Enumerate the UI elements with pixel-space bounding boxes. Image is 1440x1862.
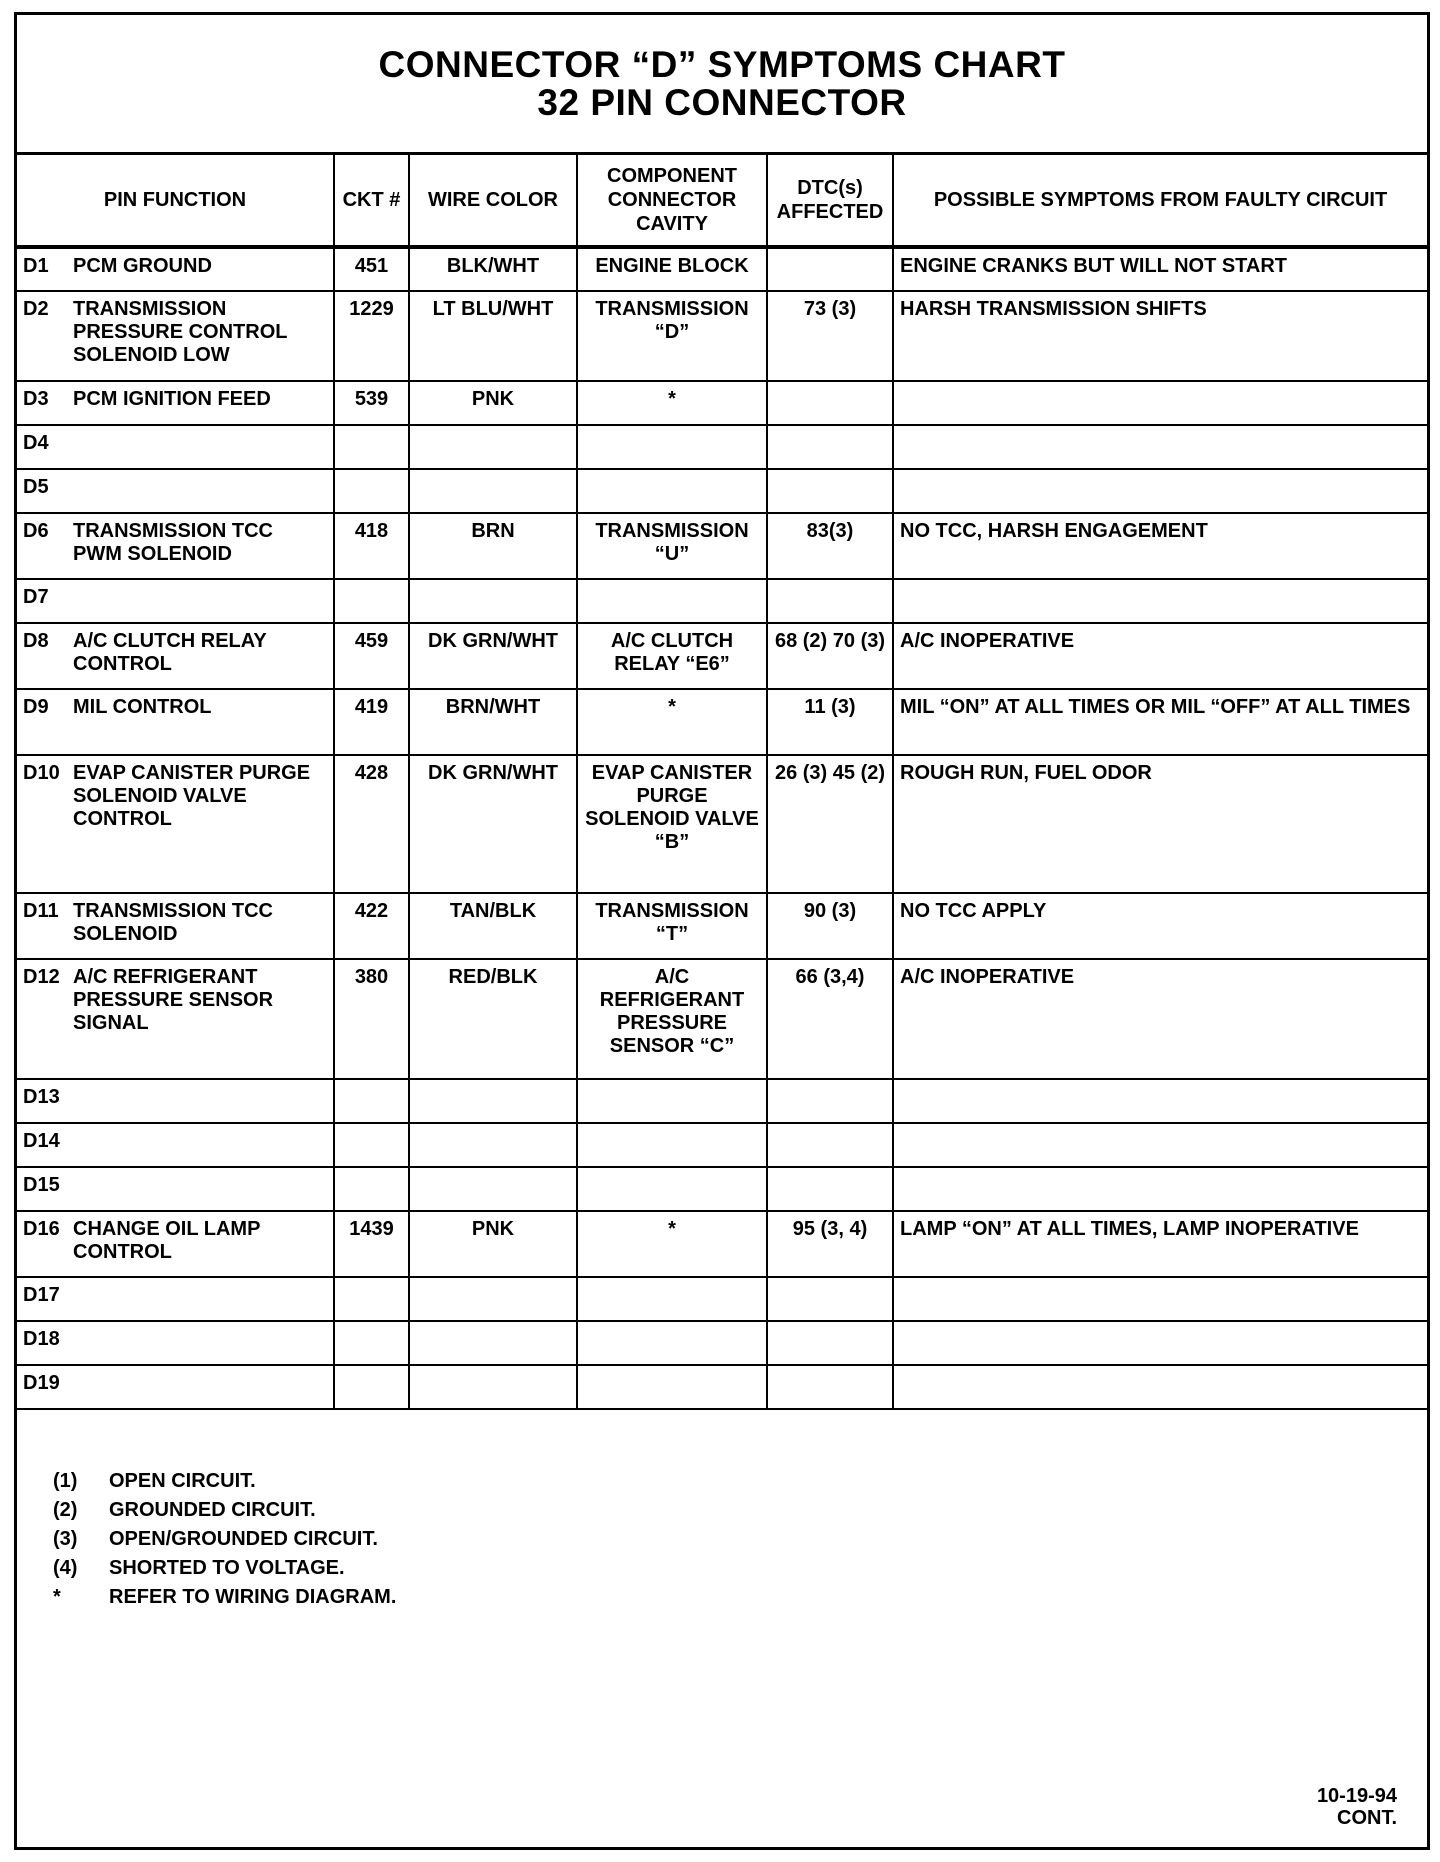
ckt-cell: 422 (334, 893, 409, 959)
pin-id: D7 (23, 586, 49, 608)
wire-color-cell: RED/BLK (409, 959, 577, 1079)
footnote-text: REFER TO WIRING DIAGRAM. (109, 1586, 397, 1608)
pin-id: D15 (23, 1174, 60, 1196)
wire-color-cell (409, 1123, 577, 1167)
pin-function-cell (17, 1211, 334, 1277)
cavity-cell: TRANSMISSION “T” (577, 893, 767, 959)
pin-id: D14 (23, 1130, 60, 1152)
dtc-cell (767, 1277, 893, 1321)
footnote-key: * (53, 1586, 61, 1608)
footnote-key: (2) (53, 1499, 78, 1521)
chart-title-line2: 32 PIN CONNECTOR (537, 81, 907, 123)
wire-color-cell (409, 1167, 577, 1211)
ckt-cell (334, 469, 409, 513)
header-pin-function: PIN FUNCTION (17, 155, 334, 247)
table-row (17, 1211, 1427, 1277)
wire-color-cell (409, 1321, 577, 1365)
ckt-cell (334, 1277, 409, 1321)
dtc-cell (767, 1167, 893, 1211)
cavity-cell (577, 1079, 767, 1123)
pin-id: D11 (23, 900, 59, 922)
pin-function-cell (17, 1123, 334, 1167)
ckt-cell: 419 (334, 689, 409, 755)
pin-function: EVAP CANISTER PURGE SOLENOID VALVE CONTROL (73, 762, 311, 830)
dtc-cell: 66 (3,4) (767, 959, 893, 1079)
table-row (17, 959, 1427, 1079)
symptom-cell: LAMP “ON” AT ALL TIMES, LAMP INOPERATIVE (893, 1211, 1427, 1277)
pin-function: TRANSMISSION PRESSURE CONTROL SOLENOID LOW (73, 298, 288, 366)
wire-color-cell: BRN (409, 513, 577, 579)
pin-id: D12 (23, 966, 60, 988)
table-row (17, 425, 1427, 469)
symptom-cell (893, 469, 1427, 513)
pin-function-cell (17, 579, 334, 623)
footnote-text: OPEN CIRCUIT. (109, 1470, 256, 1492)
dtc-cell: 83(3) (767, 513, 893, 579)
table-row (17, 469, 1427, 513)
ckt-cell: 539 (334, 381, 409, 425)
pin-function-cell (17, 755, 334, 893)
symptom-cell: ENGINE CRANKS BUT WILL NOT START (893, 247, 1427, 291)
wire-color-cell: DK GRN/WHT (409, 623, 577, 689)
pin-function-cell (17, 623, 334, 689)
dtc-cell (767, 425, 893, 469)
header-ckt: CKT # (334, 155, 409, 247)
dtc-cell (767, 1321, 893, 1365)
footnotes (53, 1467, 396, 1612)
dtc-cell (767, 1365, 893, 1409)
dtc-cell (767, 1123, 893, 1167)
pin-function-cell (17, 381, 334, 425)
pin-id: D18 (23, 1328, 60, 1350)
pin-function-cell (17, 1277, 334, 1321)
symptom-cell (893, 1321, 1427, 1365)
dtc-cell (767, 579, 893, 623)
cavity-cell: ENGINE BLOCK (577, 247, 767, 291)
dtc-cell: 73 (3) (767, 291, 893, 381)
table-row (17, 689, 1427, 755)
cavity-cell: * (577, 381, 767, 425)
wire-color-cell: BRN/WHT (409, 689, 577, 755)
symptom-cell (893, 425, 1427, 469)
ckt-cell (334, 1079, 409, 1123)
symptom-cell: HARSH TRANSMISSION SHIFTS (893, 291, 1427, 381)
symptom-cell: A/C INOPERATIVE (893, 959, 1427, 1079)
dtc-cell: 26 (3) 45 (2) (767, 755, 893, 893)
footnote-text: SHORTED TO VOLTAGE. (109, 1557, 345, 1579)
table-row (17, 579, 1427, 623)
wire-color-cell (409, 579, 577, 623)
pin-function-cell (17, 291, 334, 381)
symptom-cell: NO TCC, HARSH ENGAGEMENT (893, 513, 1427, 579)
date-code-cont: CONT. (1337, 1807, 1397, 1829)
wire-color-cell: DK GRN/WHT (409, 755, 577, 893)
pin-id: D8 (23, 630, 49, 652)
dtc-cell: 11 (3) (767, 689, 893, 755)
chart-title (17, 15, 1427, 155)
wire-color-cell: BLK/WHT (409, 247, 577, 291)
pin-id: D4 (23, 432, 49, 454)
header-wire-color: WIRE COLOR (409, 155, 577, 247)
table-row (17, 1079, 1427, 1123)
pin-function-cell (17, 425, 334, 469)
symptom-cell: MIL “ON” AT ALL TIMES OR MIL “OFF” AT ALL TIMES (893, 689, 1427, 755)
pin-function-cell (17, 247, 334, 291)
date-code-date: 10-19-94 (1316, 1785, 1397, 1807)
table-row (17, 291, 1427, 381)
pin-function: TRANSMISSION TCC PWM SOLENOID (73, 520, 273, 565)
ckt-cell: 1229 (334, 291, 409, 381)
cavity-cell (577, 1321, 767, 1365)
pin-function-cell (17, 513, 334, 579)
table-row (17, 247, 1427, 291)
table-header-row (17, 155, 1427, 247)
symptom-cell: NO TCC APPLY (893, 893, 1427, 959)
cavity-cell (577, 1365, 767, 1409)
header-symptoms: POSSIBLE SYMPTOMS FROM FAULTY CIRCUIT (893, 155, 1427, 247)
wire-color-cell (409, 1079, 577, 1123)
footnote (53, 1583, 396, 1612)
pin-function: A/C CLUTCH RELAY CONTROL (73, 630, 267, 675)
wire-color-cell: PNK (409, 1211, 577, 1277)
symptom-cell (893, 1167, 1427, 1211)
pin-function-cell (17, 689, 334, 755)
pin-id: D1 (23, 255, 49, 277)
ckt-cell: 380 (334, 959, 409, 1079)
wire-color-cell: PNK (409, 381, 577, 425)
dtc-cell (767, 247, 893, 291)
pin-id: D2 (23, 298, 49, 320)
ckt-cell: 459 (334, 623, 409, 689)
pin-id: D16 (23, 1218, 60, 1240)
footnote-text: OPEN/GROUNDED CIRCUIT. (109, 1528, 378, 1550)
ckt-cell: 1439 (334, 1211, 409, 1277)
ckt-cell (334, 425, 409, 469)
wire-color-cell (409, 469, 577, 513)
symptoms-table (17, 155, 1427, 1410)
dtc-cell: 68 (2) 70 (3) (767, 623, 893, 689)
wire-color-cell (409, 1365, 577, 1409)
ckt-cell (334, 579, 409, 623)
symptom-cell (893, 1365, 1427, 1409)
table-row (17, 1365, 1427, 1409)
symptom-cell (893, 1277, 1427, 1321)
symptom-cell (893, 1079, 1427, 1123)
pin-id: D10 (23, 762, 60, 784)
symptom-cell: ROUGH RUN, FUEL ODOR (893, 755, 1427, 893)
table-row (17, 513, 1427, 579)
pin-function-cell (17, 1079, 334, 1123)
table-row (17, 1123, 1427, 1167)
header-dtc: DTC(s) AFFECTED (767, 155, 893, 247)
pin-id: D19 (23, 1372, 60, 1394)
cavity-cell: A/C REFRIGERANT PRESSURE SENSOR “C” (577, 959, 767, 1079)
footnote (53, 1525, 396, 1554)
footnote (53, 1467, 396, 1496)
footnote-key: (3) (53, 1528, 78, 1550)
pin-function-cell (17, 469, 334, 513)
cavity-cell (577, 425, 767, 469)
wire-color-cell: TAN/BLK (409, 893, 577, 959)
footnote-key: (1) (53, 1470, 78, 1492)
pin-id: D3 (23, 388, 49, 410)
cavity-cell: EVAP CANISTER PURGE SOLENOID VALVE “B” (577, 755, 767, 893)
pin-function-cell (17, 1365, 334, 1409)
ckt-cell (334, 1365, 409, 1409)
pin-function: A/C REFRIGERANT PRESSURE SENSOR SIGNAL (73, 966, 274, 1034)
wire-color-cell (409, 425, 577, 469)
cavity-cell: A/C CLUTCH RELAY “E6” (577, 623, 767, 689)
symptoms-chart-sheet (14, 12, 1430, 1850)
date-code (1317, 1785, 1397, 1829)
pin-function-cell (17, 959, 334, 1079)
cavity-cell: TRANSMISSION “D” (577, 291, 767, 381)
pin-id: D9 (23, 696, 49, 718)
wire-color-cell (409, 1277, 577, 1321)
dtc-cell: 90 (3) (767, 893, 893, 959)
pin-id: D13 (23, 1086, 60, 1108)
cavity-cell: * (577, 689, 767, 755)
symptom-cell: A/C INOPERATIVE (893, 623, 1427, 689)
pin-function-cell (17, 893, 334, 959)
footnote-text: GROUNDED CIRCUIT. (109, 1499, 316, 1521)
ckt-cell (334, 1123, 409, 1167)
cavity-cell (577, 579, 767, 623)
table-row (17, 623, 1427, 689)
table-row (17, 755, 1427, 893)
pin-function: TRANSMISSION TCC SOLENOID (73, 900, 273, 945)
dtc-cell (767, 1079, 893, 1123)
ckt-cell: 418 (334, 513, 409, 579)
cavity-cell (577, 1277, 767, 1321)
pin-function: MIL CONTROL (73, 696, 212, 718)
pin-id: D6 (23, 520, 49, 542)
pin-function-cell (17, 1321, 334, 1365)
cavity-cell (577, 1123, 767, 1167)
footnote-key: (4) (53, 1557, 78, 1579)
header-component-cavity: COMPONENT CONNECTOR CAVITY (577, 155, 767, 247)
symptom-cell (893, 381, 1427, 425)
pin-function: PCM GROUND (73, 255, 212, 277)
ckt-cell: 428 (334, 755, 409, 893)
dtc-cell: 95 (3, 4) (767, 1211, 893, 1277)
cavity-cell (577, 469, 767, 513)
table-row (17, 381, 1427, 425)
pin-function-cell (17, 1167, 334, 1211)
cavity-cell: TRANSMISSION “U” (577, 513, 767, 579)
table-row (17, 893, 1427, 959)
symptom-cell (893, 1123, 1427, 1167)
ckt-cell: 451 (334, 247, 409, 291)
pin-id: D17 (23, 1284, 60, 1306)
pin-function: PCM IGNITION FEED (73, 388, 271, 410)
ckt-cell (334, 1167, 409, 1211)
cavity-cell (577, 1167, 767, 1211)
pin-id: D5 (23, 476, 49, 498)
pin-function: CHANGE OIL LAMP CONTROL (73, 1218, 261, 1263)
symptom-cell (893, 579, 1427, 623)
table-row (17, 1167, 1427, 1211)
wire-color-cell: LT BLU/WHT (409, 291, 577, 381)
dtc-cell (767, 381, 893, 425)
cavity-cell: * (577, 1211, 767, 1277)
chart-title-line1: CONNECTOR “D” SYMPTOMS CHART (378, 43, 1066, 85)
footnote (53, 1496, 396, 1525)
ckt-cell (334, 1321, 409, 1365)
footnote (53, 1554, 396, 1583)
table-row (17, 1277, 1427, 1321)
dtc-cell (767, 469, 893, 513)
table-row (17, 1321, 1427, 1365)
